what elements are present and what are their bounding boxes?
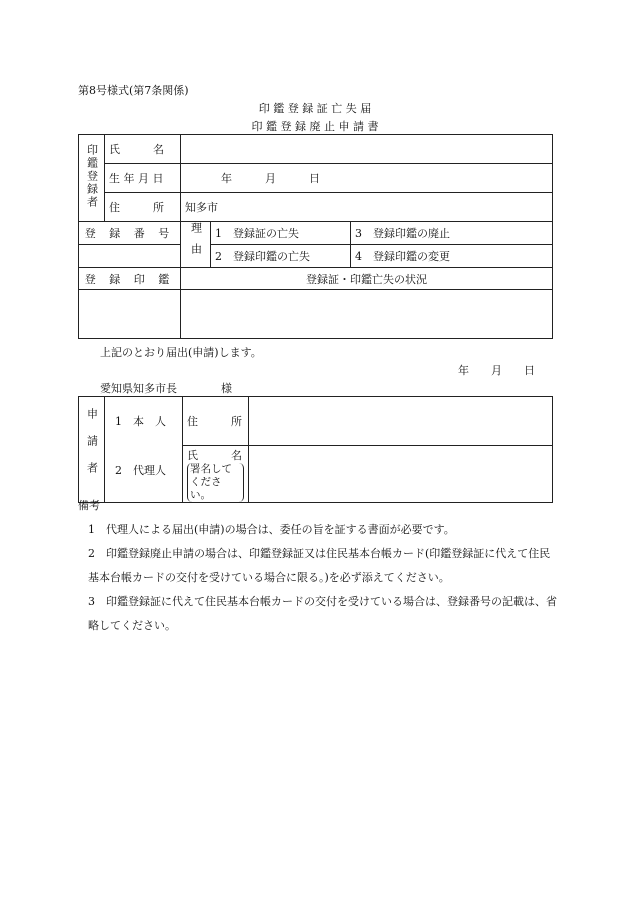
reason-2[interactable]: 2 登録印鑑の亡失	[211, 245, 351, 268]
seal-label: 登 録 印 鑑	[79, 268, 181, 290]
sign-note	[187, 463, 244, 502]
status-field[interactable]	[181, 290, 553, 339]
address-field[interactable]: 知多市	[181, 193, 553, 222]
reason-1[interactable]: 1 登録証の亡失	[211, 222, 351, 245]
reason-label: 理由	[189, 222, 203, 264]
reg-number-field[interactable]	[79, 245, 181, 268]
status-label: 登録証・印鑑亡失の状況	[181, 268, 553, 290]
name-field[interactable]	[181, 135, 553, 164]
applicant-self-label: 1 本 人	[115, 415, 166, 428]
applicant-address-label: 住 所	[183, 397, 249, 446]
title-line-1: 印 鑑 登 録 証 亡 失 届	[258, 102, 372, 115]
form-number: 第8号様式(第7条関係)	[78, 84, 189, 97]
registrant-side-label: 印鑑登録者	[85, 144, 99, 209]
applicant-name-field[interactable]	[249, 446, 553, 503]
note-3: 3 印鑑登録証に代えて住民基本台帳カードの交付を受けている場合は、登録番号の記載は、省略してください。	[88, 595, 557, 632]
date-line[interactable]: 年 月 日	[458, 364, 535, 377]
title-line-2: 印 鑑 登 録 廃 止 申 請 書	[251, 120, 379, 133]
seal-field[interactable]	[79, 290, 181, 339]
addressee: 愛知県知多市長 様	[100, 382, 232, 395]
reason-3[interactable]: 3 登録印鑑の廃止	[351, 222, 553, 245]
notes-title: 備考	[78, 499, 100, 512]
reason-4[interactable]: 4 登録印鑑の変更	[351, 245, 553, 268]
applicant-side-label: 申請者	[85, 407, 99, 489]
note-2: 2 印鑑登録廃止申請の場合は、印鑑登録証又は住民基本台帳カード(印鑑登録証に代えて住民基本台帳カードの交付を受けている場合に限る。)を必ず添えてください。	[88, 547, 551, 584]
registrant-table	[78, 134, 553, 339]
address-label: 住 所	[105, 193, 181, 222]
birth-label: 生 年 月 日	[105, 164, 181, 193]
note-1: 1 代理人による届出(申請)の場合は、委任の旨を証する書面が必要です。	[88, 523, 455, 536]
sign-note-line-2: ください。	[190, 476, 222, 501]
reg-number-label: 登 録 番 号	[79, 222, 181, 245]
applicant-proxy-label: 2 代理人	[115, 464, 166, 477]
birth-field[interactable]: 年 月 日	[181, 164, 553, 193]
applicant-name-label: 氏 名	[187, 449, 242, 462]
applicant-table	[78, 396, 553, 503]
applicant-address-field[interactable]	[249, 397, 553, 446]
declaration: 上記のとおり届出(申請)します。	[100, 346, 262, 359]
name-label: 氏 名	[105, 135, 181, 164]
sign-note-line-1: 署名して	[190, 463, 232, 475]
